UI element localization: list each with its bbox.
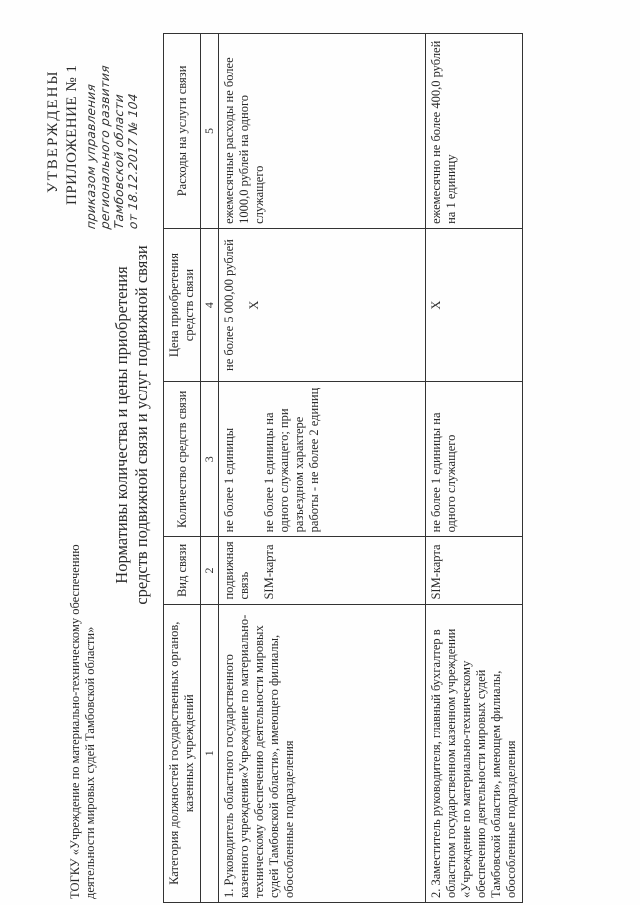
row1-quantity-cell: [219, 382, 426, 537]
organization-header: [68, 544, 98, 899]
column-number: 5: [201, 34, 219, 229]
row1-quantity-a: не более 1 единицы: [222, 427, 236, 533]
header-quantity: Количество средств связи: [164, 382, 201, 537]
handwritten-line-2: регионального развития: [98, 64, 112, 230]
title-line-1: Нормативы количества и цены приобретения: [112, 266, 131, 584]
row1-category: 1. Руководитель областного государственного казенного учреждения«Учреждение по материально-техническому обеспечению деятельности мировых судей Тамбовской области», имеющего филиалы, обособленные подразделения: [219, 604, 426, 902]
org-line-1: ТОГКУ «Учреждение по материально-техническому обеспечению: [68, 544, 82, 899]
column-number: 1: [201, 604, 219, 902]
header-category: Категория должностей государственных органов, казенных учреждений: [164, 604, 201, 902]
table-header-row: [164, 34, 201, 903]
table-number-row: [201, 34, 219, 903]
header-expense: Расходы на услуги связи: [164, 34, 201, 229]
table-row: [219, 34, 426, 903]
row1-price-b: X: [247, 300, 261, 310]
row1-type-a: подвижная связь: [222, 541, 251, 600]
row2-category: 2. Заместитель руководителя, главный бухгалтер в областном государственном казенном учреждении «Учреждение по материально-техническому обеспечению деятельности мировых судей Тамбовской области», имеющем филиалы, обособленные подразделения: [426, 604, 523, 902]
row1-type-cell: [219, 537, 426, 604]
row1-expense-cell: [219, 34, 426, 229]
row1-expense-a: ежемесячные расходы не более 1000,0 рублей на одного служащего: [222, 57, 266, 224]
row1-type-b: SIM-карта: [262, 544, 276, 600]
row2-quantity: не более 1 единицы на одного служащего: [426, 382, 523, 537]
row1-quantity-b: не более 1 единицы на одного служащего; при разъездном характере работы - не более 2 единиц: [262, 387, 321, 533]
header-price: Цена приобретения средств связи: [164, 228, 201, 381]
table-row: [426, 34, 523, 903]
title-line-2: средств подвижной связи и услуг подвижной связи: [132, 245, 151, 605]
header-type: Вид связи: [164, 537, 201, 604]
norms-table: [163, 33, 523, 903]
column-number: 2: [201, 537, 219, 604]
row2-type: SIM-карта: [426, 537, 523, 604]
column-number: 3: [201, 382, 219, 537]
handwritten-line-4: от 18.12.2017 № 104: [126, 92, 140, 230]
org-line-2: деятельности мировых судей Тамбовской области»: [83, 626, 97, 899]
approved-stamp: УТВЕРЖДЕНЫ: [45, 69, 61, 193]
handwritten-line-1: приказом управления: [84, 82, 98, 230]
row1-price-cell: [219, 228, 426, 381]
document-title: [112, 195, 152, 655]
row2-price: X: [426, 228, 523, 381]
row1-price-a: не более 5 000,00 рублей: [222, 239, 236, 371]
appendix-number: ПРИЛОЖЕНИЕ № 1: [64, 64, 80, 205]
column-number: 4: [201, 228, 219, 381]
handwritten-line-3: Тамбовской области: [112, 93, 126, 230]
row2-expense: ежемесячно не более 400,0 рублей на 1 единицу: [426, 34, 523, 229]
